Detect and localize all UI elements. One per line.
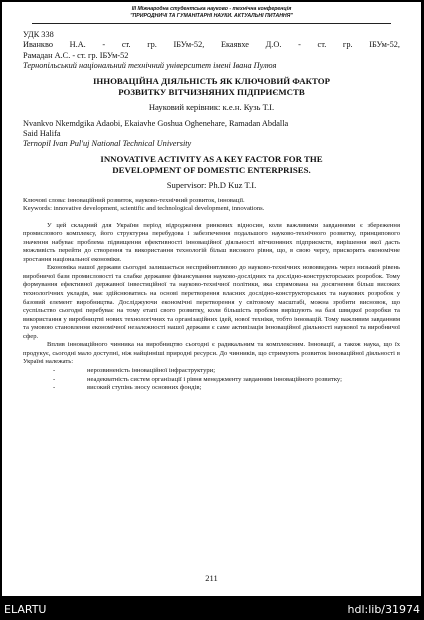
page-number: 211 bbox=[205, 573, 218, 583]
authors-uk-line1: Иванкво Н.А. - ст. гр. ІБУм-52, Екаявхе Д.О. - ст. гр. ІБУм-52, bbox=[23, 40, 400, 50]
title-uk-line2: РОЗВИТКУ ВІТЧИЗНЯНИХ ПІДПРИЄМСТВ bbox=[118, 86, 305, 97]
bullet-marker: - bbox=[53, 366, 56, 374]
supervisor-en: Supervisor: Ph.D Kuz T.I. bbox=[166, 179, 257, 190]
institution-uk: Тернопільський національний технічний університет імені Івана Пулюя bbox=[23, 61, 277, 71]
title-en bbox=[23, 154, 400, 176]
title-en-line1: INNOVATIVE ACTIVITY AS A KEY FACTOR FOR THE bbox=[100, 153, 323, 164]
list-item bbox=[23, 367, 400, 376]
supervisor-uk: Науковий керівник: к.е.н. Кузь Т.І. bbox=[148, 101, 275, 112]
authors-en-line1: Nvankvo Nkemdgika Adaobi, Ekaiavhe Goshua Oghenehare, Ramadan Abdalla bbox=[23, 118, 289, 128]
paragraph-1: У цей складний для України період відродження ринкових відносин, коли важливими завданнями є збереження промислового комплексу, його структурна перебудова і забезпечення подальшого науково-технічного розвитку, принципового значення набуває проблема підвищення ефективності інноваційної діяльності вітчизняних підприємств, вирішення якої дасть можливість перейти до створення та використання технологій більш високого рівня, що, в свою чергу, прискорить економічне зростання національної економіки. bbox=[23, 221, 400, 263]
header-rule bbox=[32, 23, 391, 24]
list-item-text: нерозвиненість інноваційної інфраструктури; bbox=[87, 366, 216, 374]
institution-en: Ternopil Ivan Pul'uj National Technical University bbox=[23, 139, 192, 149]
keywords-uk: Ключові слова: інноваційний розвиток, науково-технічний розвиток, інновації. bbox=[23, 196, 245, 204]
list-item bbox=[23, 376, 400, 385]
list-item-text: високий ступінь зносу основних фондів; bbox=[87, 384, 202, 392]
paragraph-2: Економіка нашої держави сьогодні залишається несприйнятливою до науково-технічних нововведень через низький рівень виробничої бази промисловості та слабке державне фінансування науково-дослідних та дослідно-конструкторських розробок. Тому формування ефективної державної інвестиційної та науково-технічної політики, яка спрямована на досягнення більш високих технологічних укладів, має здійснюватись на основі перетворення власних дослідно-конструкторських та наукових розробок у базовий елемент виробництва. Досліджуючи економічні перетворення у світовому масштабі, можна зробити висновок, що суспільство сьогодні перебуває на тому етапі свого розвитку, коли більшість проблем вирішують на базі швидкої розробки та використання у виробництві нових технологічних та організаційних ідей, нової техніки, тобто інновацій. Тому важливим завданням та умовою становлення економічної незалежності нашої держави є саме активізація інноваційної діяльності наукової та виробничої сфер. bbox=[23, 264, 400, 340]
title-uk bbox=[23, 76, 400, 98]
handle-id[interactable]: hdl:lib/31974 bbox=[347, 602, 420, 616]
conference-subtitle: "ПРИРОДНИЧІ ТА ГУМАНІТАРНІ НАУКИ. АКТУАЛЬНІ ПИТАННЯ" bbox=[130, 13, 293, 19]
paragraph-3: Вплив інноваційного чинника на виробництво сьогодні є радикальним та комплексним. Інновації, а також наука, що їх продукує, сьогодні мало доступні, ніж найцінніші природні ресурси. До чинників, що стримують розвиток інноваційної діяльності в Україні належать: bbox=[23, 341, 400, 366]
keywords-en: Keywords: innovative development, scientific and technological development, innovations. bbox=[23, 205, 265, 213]
conference-title: ІІІ Міжнародна студентська науково - технічна конференція bbox=[131, 6, 292, 12]
title-uk-line1: ІННОВАЦІЙНА ДІЯЛЬНІСТЬ ЯК КЛЮЧОВИЙ ФАКТОР bbox=[92, 75, 330, 86]
document-page bbox=[2, 2, 421, 596]
bullet-marker: - bbox=[53, 375, 56, 383]
article-content bbox=[23, 30, 400, 393]
udc-code: УДК 338 bbox=[23, 30, 54, 39]
repository-name: ELARTU bbox=[4, 602, 47, 616]
title-en-line2: DEVELOPMENT OF DOMESTIC ENTERPRISES. bbox=[112, 164, 311, 175]
list-item-text: неадекватність систем організації і рівня менеджменту завданням інноваційного розвитку; bbox=[87, 375, 342, 383]
authors-en-line2: Said Halifa bbox=[23, 129, 61, 139]
authors-uk-line2: Рамадан А.С. - ст. гр. ІБУм-52 bbox=[23, 50, 129, 60]
repository-footer bbox=[0, 598, 424, 620]
bullet-marker: - bbox=[53, 384, 56, 392]
list-item bbox=[23, 384, 400, 393]
conference-header bbox=[32, 2, 391, 20]
